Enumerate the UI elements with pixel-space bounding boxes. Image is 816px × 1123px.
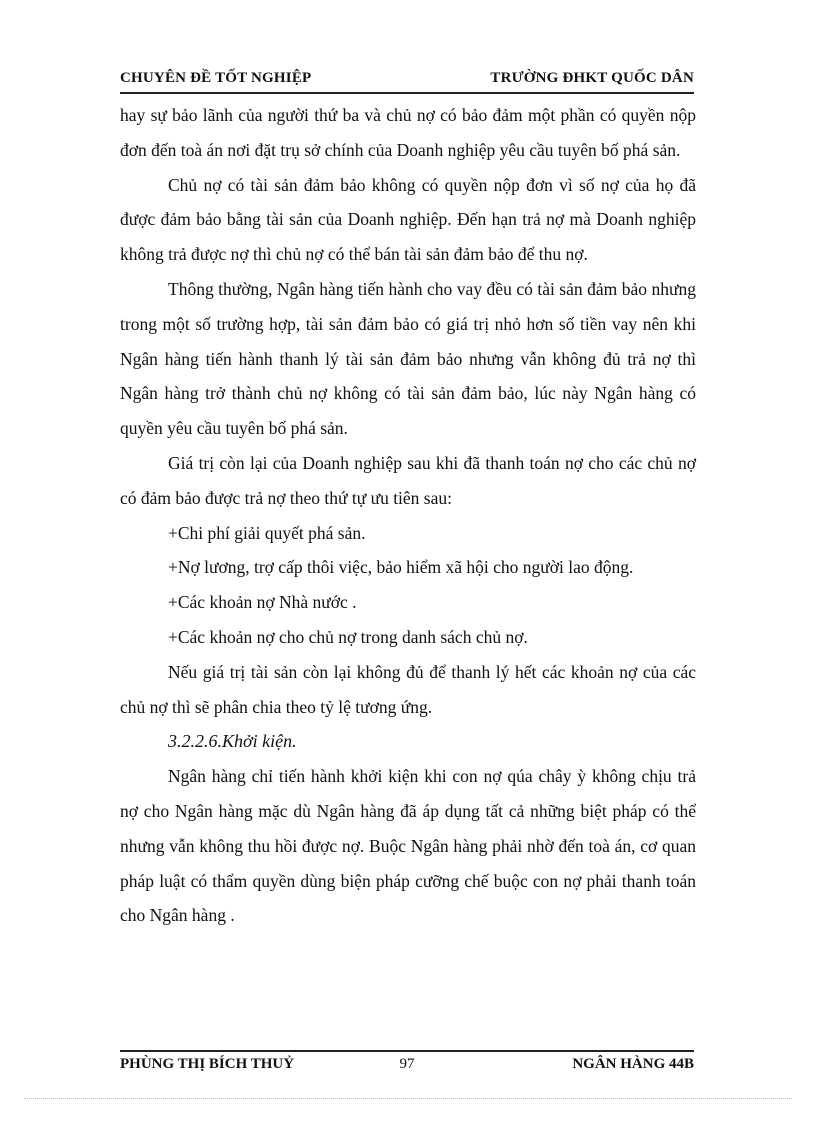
paragraph-continuation: hay sự bảo lãnh của người thứ ba và chủ nợ có bảo đảm một phần có quyền nộp đơn đến toà án nơi đặt trụ sở chính của Doanh nghiệp yêu cầu tuyên bố phá sản. bbox=[120, 105, 696, 160]
footer-author: PHÙNG THỊ BÍCH THUỶ bbox=[120, 1056, 295, 1072]
header-right-title: TRƯỜNG ĐHKT QUỐC DÂN bbox=[490, 70, 694, 86]
page-bottom-divider bbox=[24, 1098, 792, 1099]
paragraph-secured-creditors: Chủ nợ có tài sản đảm bảo không có quyền nộp đơn vì số nợ của họ đã được đảm bảo bằng tài sản của Doanh nghiệp. Đến hạn trả nợ mà Doanh nghiệp không trả được nợ thì chủ nợ có thể bán tài sản đảm bảo để thu nợ. bbox=[120, 174, 696, 265]
priority-item: +Chi phí giải quyết phá sản. bbox=[168, 522, 366, 543]
paragraph-lawsuit: Ngân hàng chỉ tiến hành khởi kiện khi con nợ qúa chây ỳ không chịu trả nợ cho Ngân hàng mặc dù Ngân hàng đã áp dụng tất cả những biệt pháp có thể nhưng vẫn không thu hồi được nợ. Buộc Ngân hàng phải nhờ đến toà án, cơ quan pháp luật có thẩm quyền dùng biện pháp cưỡng chế buộc con nợ phải thanh toán cho Ngân hàng . bbox=[120, 766, 696, 926]
page-header bbox=[120, 66, 694, 94]
priority-item: +Các khoản nợ Nhà nước . bbox=[168, 592, 357, 613]
paragraph-bank-collateral: Thông thường, Ngân hàng tiến hành cho vay đều có tài sản đảm bảo nhưng trong một số trường hợp, tài sản đảm bảo có giá trị nhỏ hơn số tiền vay nên khi Ngân hàng tiến hành thanh lý tài sản đảm bảo nhưng vẫn không đủ trả nợ thì Ngân hàng trở thành chủ nợ không có tài sản đảm bảo, lúc này Ngân hàng có quyền yêu cầu tuyên bố phá sản. bbox=[120, 278, 696, 439]
priority-item: +Các khoản nợ cho chủ nợ trong danh sách chủ nợ. bbox=[168, 626, 528, 647]
paragraph-remaining-assets: Nếu giá trị tài sản còn lại không đủ để thanh lý hết các khoản nợ của các chủ nợ thì sẽ phân chia theo tỷ lệ tương ứng. bbox=[120, 661, 696, 717]
paragraph-priority-order: Giá trị còn lại của Doanh nghiệp sau khi đã thanh toán nợ cho các chủ nợ có đảm bảo được trả nợ theo thứ tự ưu tiên sau: bbox=[120, 452, 696, 508]
page-number: 97 bbox=[399, 1056, 415, 1072]
footer-class: NGÂN HÀNG 44B bbox=[572, 1056, 694, 1072]
page-footer bbox=[120, 1050, 694, 1080]
section-heading: 3.2.2.6.Khởi kiện. bbox=[168, 731, 297, 752]
header-left-title: CHUYÊN ĐỀ TỐT NGHIỆP bbox=[120, 70, 312, 86]
priority-item: +Nợ lương, trợ cấp thôi việc, bảo hiểm xã hội cho người lao động. bbox=[168, 557, 634, 578]
document-body bbox=[120, 98, 696, 933]
